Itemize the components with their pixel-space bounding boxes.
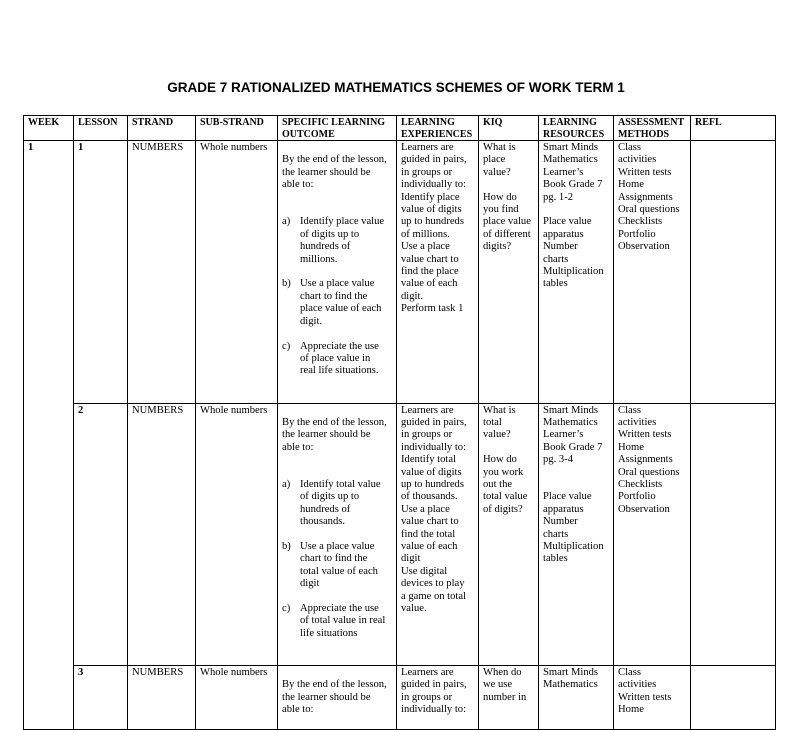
outcome-item-text: Identify place value of digits up to hundreds of millions. (300, 216, 385, 265)
experiences-cell: Learners are guided in pairs, in groups or individually to: (397, 666, 479, 730)
outcome-item (282, 216, 392, 266)
lesson-cell: 1 (74, 141, 128, 404)
header-assessment-methods: ASSESSMENT METHODS (614, 116, 691, 141)
outcome-intro: By the end of the lesson, the learner should be able to: (282, 416, 387, 453)
outcome-item-label: b) (282, 541, 291, 552)
outcome-item-text: Use a place value chart to find the place value of each digit. (300, 278, 382, 327)
resources-cell: Smart Minds Mathematics Learner’s Book Grade 7 pg. 1-2 Place value apparatus Number charts Multiplication tables (539, 141, 614, 404)
outcome-cell (278, 141, 397, 404)
assessment-cell: Class activities Written tests Home (614, 666, 691, 730)
outcome-cell (278, 666, 397, 730)
strand-cell: NUMBERS (128, 666, 196, 730)
sub-strand-cell: Whole numbers (196, 666, 278, 730)
header-lesson: LESSON (74, 116, 128, 141)
header-sub-strand: SUB-STRAND (196, 116, 278, 141)
sub-strand-cell: Whole numbers (196, 141, 278, 404)
table-row (24, 403, 776, 666)
kiq-cell: What is place value? How do you find place value of different digits? (479, 141, 539, 404)
experiences-cell: Learners are guided in pairs, in groups or individually to: Identify place value of digits up to hundreds of millions. Use a place value chart to find the place value of each digit. Perform task 1 (397, 141, 479, 404)
strand-cell: NUMBERS (128, 141, 196, 404)
outcome-item-text: Appreciate the use of place value in real life situations. (300, 340, 379, 377)
header-refl: REFL (691, 116, 776, 141)
outcome-item-label: c) (282, 340, 291, 352)
header-learning-resources: LEARNING RESOURCES (539, 116, 614, 141)
assessment-cell: Class activities Written tests Home Assignments Oral questions Checklists Portfolio Observation (614, 403, 691, 666)
header-row (24, 116, 776, 141)
week-cell: 1 (24, 141, 74, 730)
outcome-item-label: b) (282, 278, 291, 290)
header-learning-experiences: LEARNING EXPERIENCES (397, 116, 479, 141)
document-title: GRADE 7 RATIONALIZED MATHEMATICS SCHEMES OF WORK TERM 1 (167, 80, 625, 95)
lesson-cell: 2 (74, 403, 128, 666)
outcome-item (282, 341, 392, 378)
header-strand: STRAND (128, 116, 196, 141)
resources-cell: Smart Minds Mathematics (539, 666, 614, 730)
outcome-item (282, 479, 392, 529)
outcome-item-text: Identify total value of digits up to hundreds of thousands. (300, 478, 381, 528)
header-specific-learning-outcome: SPECIFIC LEARNING OUTCOME (278, 116, 397, 141)
resources-cell: Smart Minds Mathematics Learner’s Book Grade 7 pg. 3-4 Place value apparatus Number charts Multiplication tables (539, 403, 614, 666)
experiences-cell: Learners are guided in pairs, in groups or individually to: Identify total value of digits up to hundreds of thousands. Use a place value chart to find the total value of each digit Use digital devices to play a game on total value. (397, 403, 479, 666)
outcome-item-label: a) (282, 478, 291, 490)
kiq-cell: When do we use number in (479, 666, 539, 730)
table-row (24, 141, 776, 404)
table-row (24, 666, 776, 730)
refl-cell[interactable] (691, 141, 776, 404)
outcome-item (282, 603, 392, 640)
scheme-of-work-table (23, 115, 776, 730)
refl-cell[interactable] (691, 403, 776, 666)
outcome-item (282, 541, 392, 591)
outcome-cell (278, 403, 397, 666)
outcome-item-text: Use a place value chart to find the total value of each digit (300, 541, 378, 590)
outcome-list (282, 204, 392, 390)
outcome-list (282, 467, 392, 653)
header-kiq: KIQ (479, 116, 539, 141)
outcome-item-text: Appreciate the use of total value in real life situations (300, 603, 386, 639)
outcome-intro: By the end of the lesson, the learner should be able to: (282, 154, 387, 191)
refl-cell[interactable] (691, 666, 776, 730)
outcome-intro: By the end of the lesson, the learner should be able to: (282, 679, 387, 716)
header-week: WEEK (24, 116, 74, 141)
outcome-item-label: c) (282, 603, 291, 615)
strand-cell: NUMBERS (128, 403, 196, 666)
outcome-item (282, 278, 392, 328)
kiq-cell: What is total value? How do you work out the total value of digits? (479, 403, 539, 666)
assessment-cell: Class activities Written tests Home Assignments Oral questions Checklists Portfolio Observation (614, 141, 691, 404)
sub-strand-cell: Whole numbers (196, 403, 278, 666)
outcome-item-label: a) (282, 216, 291, 228)
lesson-cell: 3 (74, 666, 128, 730)
